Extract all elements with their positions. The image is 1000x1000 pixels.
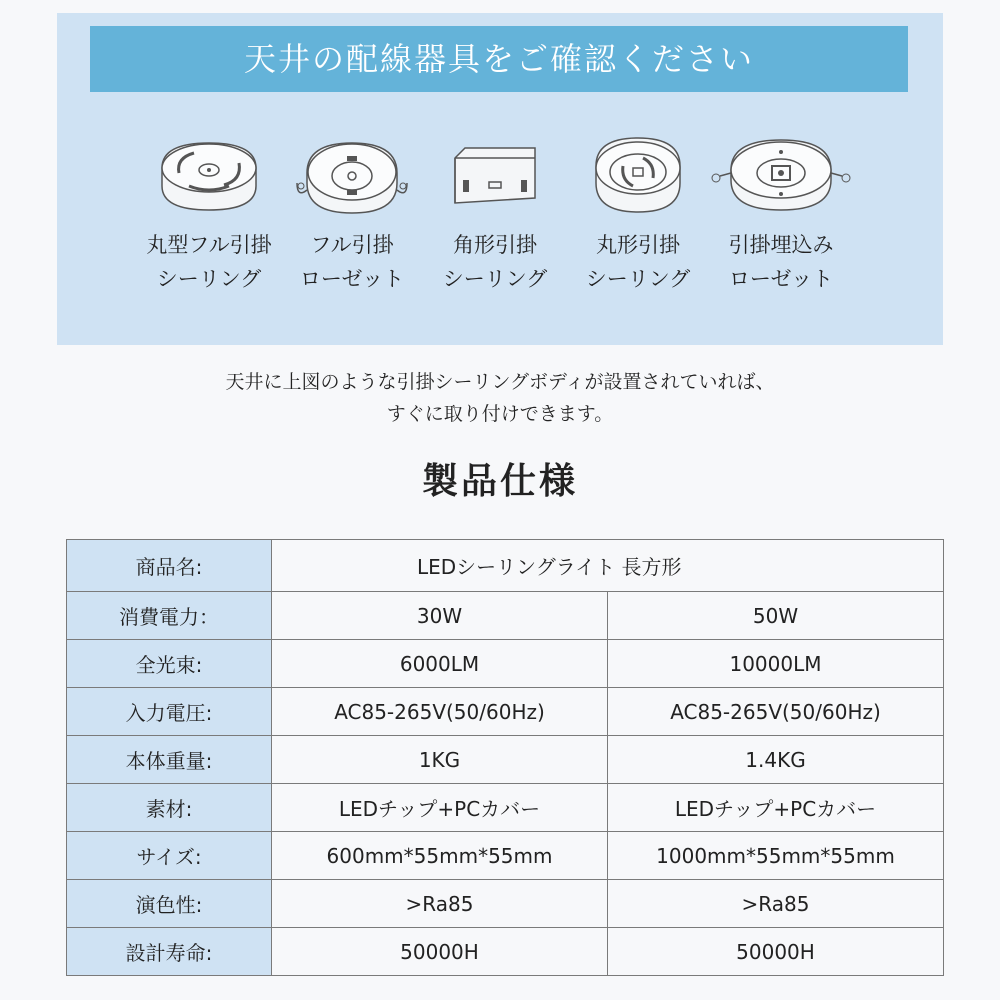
spec-value: 1.4KG	[608, 736, 944, 784]
spec-label: 本体重量:	[67, 736, 272, 784]
fixture-item	[563, 128, 713, 296]
spec-title: 製品仕様	[421, 461, 578, 502]
spec-value: 30W	[272, 592, 608, 640]
embedded-hook-rosette-icon	[706, 128, 856, 218]
spec-value: LEDシーリングライト 長方形	[272, 540, 944, 592]
fixture-label-1: 角形引掛	[453, 233, 537, 257]
fixture-label-2: ローゼット	[728, 267, 834, 291]
spec-label: 演色性:	[67, 880, 272, 928]
spec-value: >Ra85	[608, 880, 944, 928]
spec-value: LEDチップ+PCカバー	[608, 784, 944, 832]
spec-label: 入力電圧:	[67, 688, 272, 736]
fixture-label-2: シーリング	[585, 267, 691, 291]
table-row	[67, 688, 944, 736]
spec-label: 全光束:	[67, 640, 272, 688]
fixture-item	[134, 128, 284, 296]
table-row	[67, 880, 944, 928]
spec-value: 600mm*55mm*55mm	[272, 832, 608, 880]
description-line: 天井に上図のような引掛シーリングボディが設置されていれば、	[225, 371, 775, 393]
table-row	[67, 592, 944, 640]
banner-title: 天井の配線器具をご確認ください	[90, 26, 908, 92]
spec-value: 50000H	[272, 928, 608, 976]
round-hook-ceiling-icon	[588, 128, 688, 218]
table-row	[67, 784, 944, 832]
spec-value: 50000H	[608, 928, 944, 976]
spec-value: AC85-265V(50/60Hz)	[608, 688, 944, 736]
fixture-label-2: シーリング	[442, 267, 548, 291]
fixture-label-2: ローゼット	[299, 267, 405, 291]
description-line: すぐに取り付けできます。	[386, 403, 614, 425]
spec-value: 6000LM	[272, 640, 608, 688]
fixture-label-1: フル引掛	[310, 233, 394, 257]
fixture-label-1: 引掛埋込み	[728, 233, 834, 257]
fixture-item	[420, 128, 570, 296]
table-row	[67, 540, 944, 592]
table-row	[67, 640, 944, 688]
fixture-item	[277, 128, 427, 296]
spec-value: AC85-265V(50/60Hz)	[272, 688, 608, 736]
installation-description	[0, 366, 1000, 430]
spec-value: >Ra85	[272, 880, 608, 928]
round-full-hook-ceiling-icon	[154, 128, 264, 218]
fixture-item	[706, 128, 856, 296]
wiring-fixtures-panel	[57, 13, 943, 345]
table-row	[67, 736, 944, 784]
spec-label: 商品名:	[67, 540, 272, 592]
fixture-label-1: 丸形引掛	[596, 233, 680, 257]
spec-value: 10000LM	[608, 640, 944, 688]
spec-label: 消費電力：	[67, 592, 272, 640]
spec-value: 50W	[608, 592, 944, 640]
spec-label: 素材:	[67, 784, 272, 832]
table-row	[67, 928, 944, 976]
spec-label: 設計寿命:	[67, 928, 272, 976]
spec-label: サイズ:	[67, 832, 272, 880]
fixture-label-2: シーリング	[156, 267, 262, 291]
spec-table	[66, 539, 944, 976]
full-hook-rosette-icon	[287, 128, 417, 218]
fixture-label-1: 丸型フル引掛	[146, 233, 272, 257]
square-hook-ceiling-icon	[445, 128, 545, 218]
table-row	[67, 832, 944, 880]
spec-value: 1000mm*55mm*55mm	[608, 832, 944, 880]
spec-value: LEDチップ+PCカバー	[272, 784, 608, 832]
spec-value: 1KG	[272, 736, 608, 784]
